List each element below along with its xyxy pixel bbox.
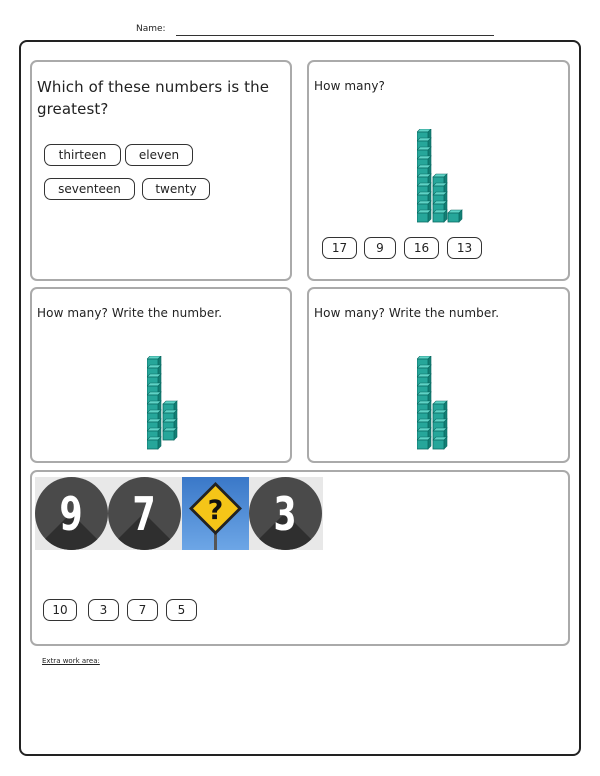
ten-rod-unit xyxy=(147,437,161,449)
question-panel-greatest xyxy=(30,60,292,281)
number-circle: 3 xyxy=(249,477,322,550)
option-pill[interactable]: 9 xyxy=(364,237,396,259)
option-pill[interactable]: 3 xyxy=(88,599,119,621)
option-pill[interactable]: eleven xyxy=(125,144,193,166)
question-panel-write-number xyxy=(30,287,292,463)
number-sequence xyxy=(35,477,323,550)
option-pill[interactable]: thirteen xyxy=(44,144,121,166)
question-text: Which of these numbers is the greatest? xyxy=(37,78,270,118)
svg-text:?: ? xyxy=(207,495,224,526)
option-pill[interactable]: 16 xyxy=(404,237,439,259)
option-pill[interactable]: 5 xyxy=(166,599,197,621)
question-text: How many? Write the number. xyxy=(314,306,500,320)
ones-cube xyxy=(433,437,447,449)
name-label: Name: xyxy=(136,24,166,34)
ones-cube xyxy=(433,210,447,222)
ones-cube xyxy=(163,428,177,440)
number-circle: 7 xyxy=(108,477,181,550)
option-pill[interactable]: 10 xyxy=(43,599,77,621)
base-ten-blocks xyxy=(147,356,199,455)
option-pill[interactable]: 13 xyxy=(447,237,482,259)
option-pill[interactable]: twenty xyxy=(142,178,210,200)
question-sign-icon xyxy=(182,477,249,550)
option-pill[interactable]: 7 xyxy=(127,599,158,621)
question-text: How many? xyxy=(314,79,386,93)
option-pill[interactable]: 17 xyxy=(322,237,357,259)
name-line[interactable] xyxy=(176,35,494,36)
question-text: How many? Write the number. xyxy=(37,306,223,320)
ones-cube xyxy=(448,210,462,222)
option-pill[interactable]: seventeen xyxy=(44,178,135,200)
question-panel-how-many xyxy=(307,60,570,281)
base-ten-blocks xyxy=(417,129,469,228)
question-panel-write-number xyxy=(307,287,570,463)
ten-rod-unit xyxy=(417,210,431,222)
number-circle: 9 xyxy=(35,477,108,550)
extra-work-label: Extra work area: xyxy=(42,657,100,665)
ten-rod-unit xyxy=(417,437,431,449)
base-ten-blocks xyxy=(417,356,469,455)
